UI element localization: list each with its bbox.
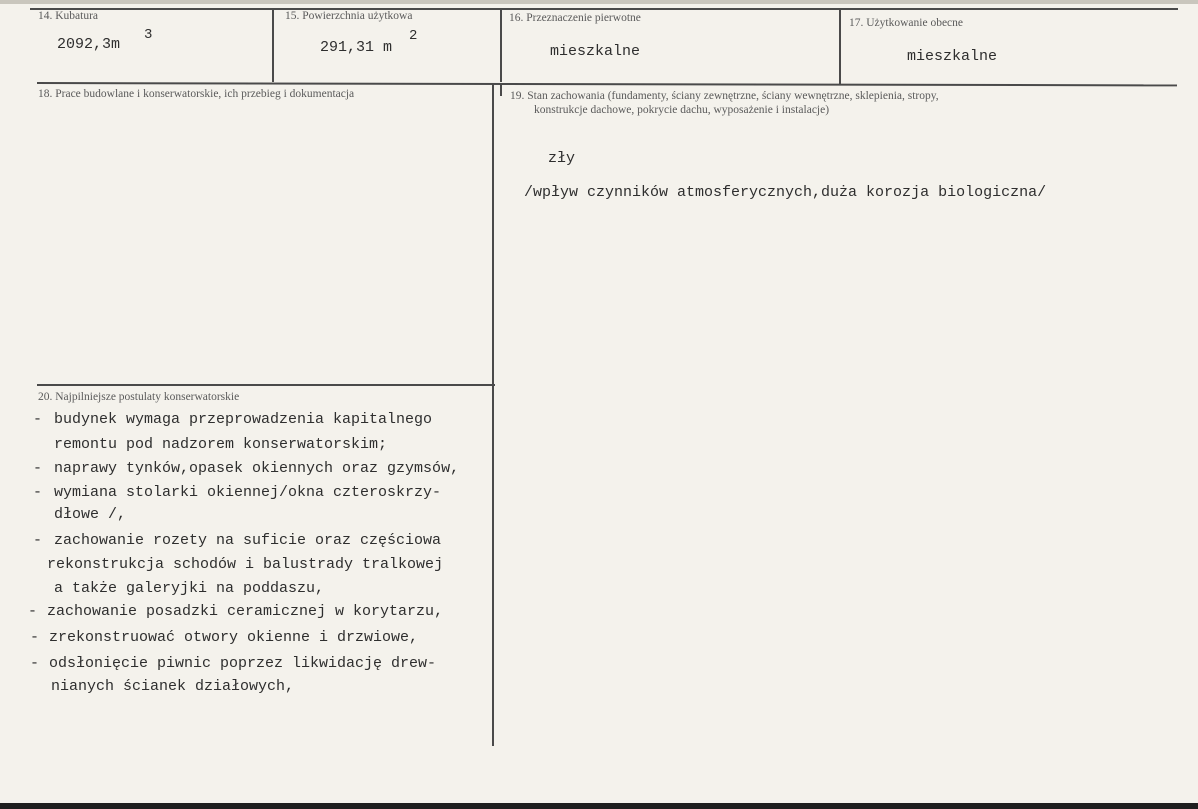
przeznaczenie-label: 16. Przeznaczenie pierwotne [509, 12, 641, 24]
list-dash: - [33, 532, 43, 549]
list-dash: - [33, 484, 43, 501]
divider-16-17 [839, 10, 841, 84]
list-item-line: zrekonstruować otwory okienne i drzwiowe, [49, 629, 419, 646]
kubatura-value: 2092,3m [57, 36, 121, 53]
divider-19-right-ext [500, 84, 502, 96]
powierzchnia-unit-exponent: 2 [409, 28, 418, 44]
list-dash: - [33, 411, 43, 428]
bottom-edge [0, 803, 1198, 809]
stan-value-line2: /wpływ czynników atmosferycznych,duża korozja biologiczna/ [524, 184, 1047, 201]
top-edge [0, 0, 1198, 4]
divider-18-19 [492, 84, 494, 746]
kubatura-unit-exponent: 3 [144, 27, 153, 43]
uzytkowanie-value: mieszkalne [907, 48, 998, 65]
divider-14-15 [272, 8, 274, 82]
kubatura-label: 14. Kubatura [38, 10, 99, 22]
list-dash: - [30, 629, 40, 646]
stan-label-line2: konstrukcje dachowe, pokrycie dachu, wyposażenie i instalacje) [534, 104, 830, 116]
stan-value-line1: zły [548, 150, 576, 167]
przeznaczenie-value: mieszkalne [550, 43, 641, 60]
list-item-line: naprawy tynków,opasek okiennych oraz gzymsów, [54, 460, 460, 477]
list-dash: - [30, 655, 40, 672]
row-20-top-rule [37, 384, 495, 386]
top-rule [30, 8, 1178, 10]
list-item-line: a także galeryjki na poddaszu, [54, 580, 325, 597]
list-dash: - [28, 603, 38, 620]
list-item-line: remontu pod nadzorem konserwatorskim; [54, 436, 388, 453]
list-item-line: rekonstrukcja schodów i balustrady tralkowej [47, 556, 444, 573]
stan-label-line1: 19. Stan zachowania (fundamenty, ściany zewnętrzne, ściany wewnętrzne, sklepienia, stropy, [510, 90, 939, 102]
list-item-line: dłowe /, [54, 506, 127, 523]
divider-15-16 [500, 8, 502, 82]
powierzchnia-label: 15. Powierzchnia użytkowa [285, 10, 413, 22]
list-item-line: wymiana stolarki okiennej/okna czteroskrzy- [54, 484, 442, 501]
list-item-line: nianych ścianek działowych, [51, 678, 295, 695]
list-item-line: odsłonięcie piwnic poprzez likwidację drew- [49, 655, 437, 672]
row1-bottom-rule [37, 82, 1177, 86]
powierzchnia-value: 291,31 m [320, 39, 393, 56]
list-dash: - [33, 460, 43, 477]
list-item-line: zachowanie rozety na suficie oraz częściowa [54, 532, 442, 549]
postulaty-label: 20. Najpilniejsze postulaty konserwatorskie [38, 391, 240, 403]
list-item-line: zachowanie posadzki ceramicznej w korytarzu, [47, 603, 444, 620]
prace-label: 18. Prace budowlane i konserwatorskie, ich przebieg i dokumentacja [38, 88, 355, 100]
list-item-line: budynek wymaga przeprowadzenia kapitalnego [54, 411, 433, 428]
uzytkowanie-label: 17. Użytkowanie obecne [849, 17, 964, 29]
